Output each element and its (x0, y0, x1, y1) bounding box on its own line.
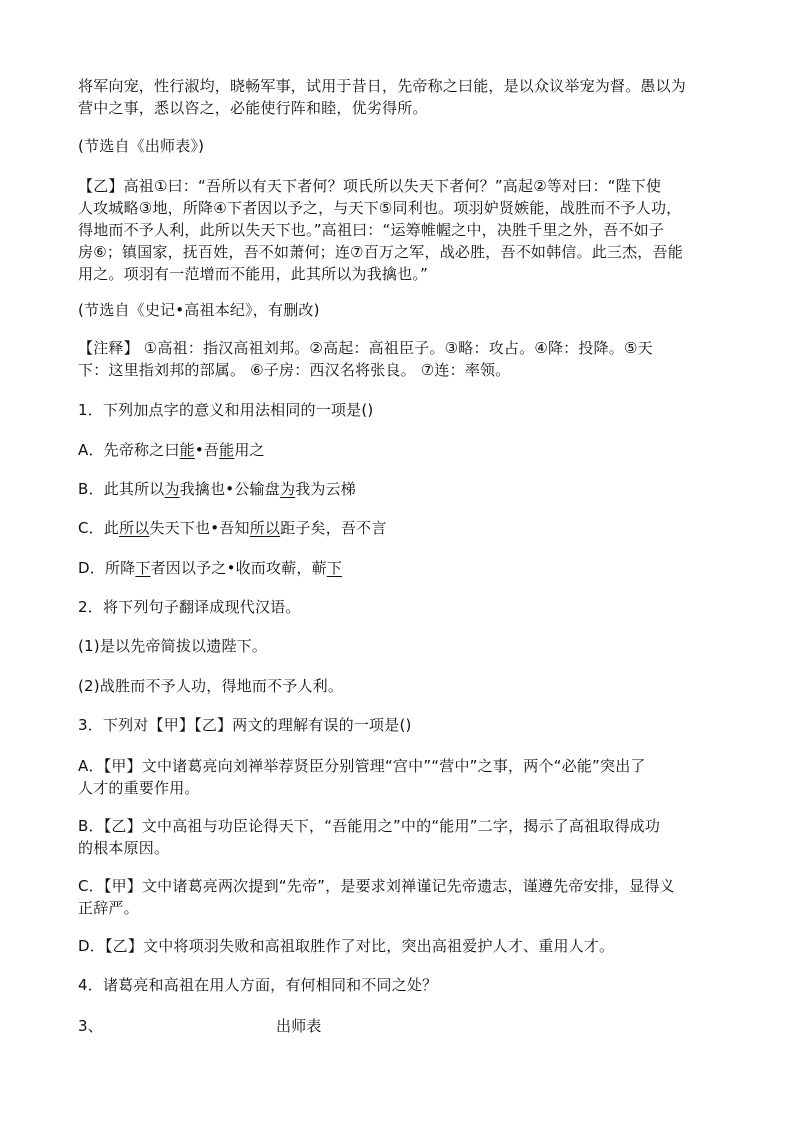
passage-yi-line: 人攻城略③地，所降④下者因以予之，与天下⑤同利也。项羽妒贤嫉能，战胜而不予人功， (78, 199, 682, 217)
question-3-stem: 3．下列对【甲】【乙】两文的理解有误的一项是() (78, 716, 412, 734)
question-3-option-c-line: 正辞严。 (78, 899, 139, 917)
dotted-word: 能 (179, 441, 195, 459)
option-text: D．所降 (78, 559, 136, 577)
question-3-option-b-line: B．【乙】文中高祖与功臣论得天下，“吾能用之”中的“能用”二字，揭示了高祖取得成功 (78, 817, 661, 835)
source-jia: (节选自《出师表》) (78, 137, 205, 155)
question-3-option-b-line: 的根本原因。 (78, 839, 170, 857)
option-text: •吾 (194, 441, 220, 459)
question-2-sentence-2: (2)战胜而不予人功，得地而不予人利。 (78, 677, 344, 695)
question-1-option-a (78, 440, 718, 461)
question-1-option-b (78, 479, 718, 500)
dotted-word: 所以 (119, 519, 150, 537)
dotted-word: 下 (326, 559, 343, 577)
source-yi: (节选自《史记•高祖本纪》，有删改) (78, 301, 320, 319)
question-3-option-c-line: C．【甲】文中诸葛亮两次提到“先帝”，是要求刘禅谨记先帝遗志，谨遵先帝安排，显得义 (78, 877, 675, 895)
notes-line: 下：这里指刘邦的部属。 ⑥子房：西汉名将张良。 ⑦连：率领。 (78, 361, 511, 379)
question-3-option-d: D．【乙】文中将项羽失败和高祖取胜作了对比，突出高祖爱护人才、重用人才。 (78, 937, 615, 955)
option-text: C．此 (78, 519, 120, 537)
option-text: 距子矣，吾不言 (280, 519, 387, 537)
option-text: 我擒也•公输盘 (179, 480, 280, 498)
notes-line: 【注释】 ①高祖：指汉高祖刘邦。②高起：高祖臣子。③略：攻占。④降：投降。⑤天 (78, 339, 653, 357)
question-1-option-d (78, 558, 718, 579)
passage-yi-line: 【乙】高祖①曰：“吾所以有天下者何？项氏所以失天下者何？”高起②等对曰：“陛下使 (78, 177, 662, 195)
question-1-option-c (78, 518, 718, 539)
passage-jia-line: 将军向宠，性行淑均，晓畅军事，试用于昔日，先帝称之曰能，是以众议举宠为督。愚以为 (78, 77, 687, 95)
dotted-word: 为 (164, 480, 180, 498)
passage-yi-line: 用之。项羽有一范增而不能用，此其所以为我擒也。” (78, 265, 429, 283)
question-1-stem: 1．下列加点字的意义和用法相同的一项是() (78, 401, 374, 419)
option-text: 我为云梯 (295, 480, 356, 498)
footer-number: 3、 (78, 1017, 103, 1035)
option-text: 者因以予之•收而攻蕲，蕲 (150, 559, 327, 577)
footer-title: 出师表 (276, 1017, 322, 1035)
question-4-stem: 4．诸葛亮和高祖在用人方面，有何相同和不同之处？ (78, 976, 438, 994)
question-3-option-a-line: A．【甲】文中诸葛亮向刘禅举荐贤臣分别管理“宫中”“营中”之事，两个“必能”突出了 (78, 757, 646, 775)
question-2-sentence-1: (1)是以先帝简拔以遗陛下。 (78, 637, 268, 655)
question-2-stem: 2．将下列句子翻译成现代汉语。 (78, 598, 301, 616)
dotted-word: 下 (135, 559, 151, 577)
dotted-word: 所以 (249, 519, 281, 537)
dotted-word: 为 (279, 480, 296, 498)
option-text: B．此其所以 (78, 480, 165, 498)
option-text: 用之 (234, 441, 265, 459)
passage-yi-line: 房⑥；镇国家，抚百姓，吾不如萧何；连⑦百万之军，战必胜，吾不如韩信。此三杰，吾能 (78, 243, 683, 261)
passage-jia-line: 营中之事，悉以咨之，必能使行阵和睦，优劣得所。 (78, 99, 428, 117)
passage-yi-line: 得地而不予人利，此所以失天下也。”高祖曰：“运筹帷幄之中，决胜千里之外，吾不如子 (78, 221, 665, 239)
option-text: 失天下也•吾知 (149, 519, 250, 537)
dotted-word: 能 (219, 441, 235, 459)
question-3-option-a-line: 人才的重要作用。 (78, 779, 200, 797)
option-text: A．先帝称之曰 (78, 441, 180, 459)
